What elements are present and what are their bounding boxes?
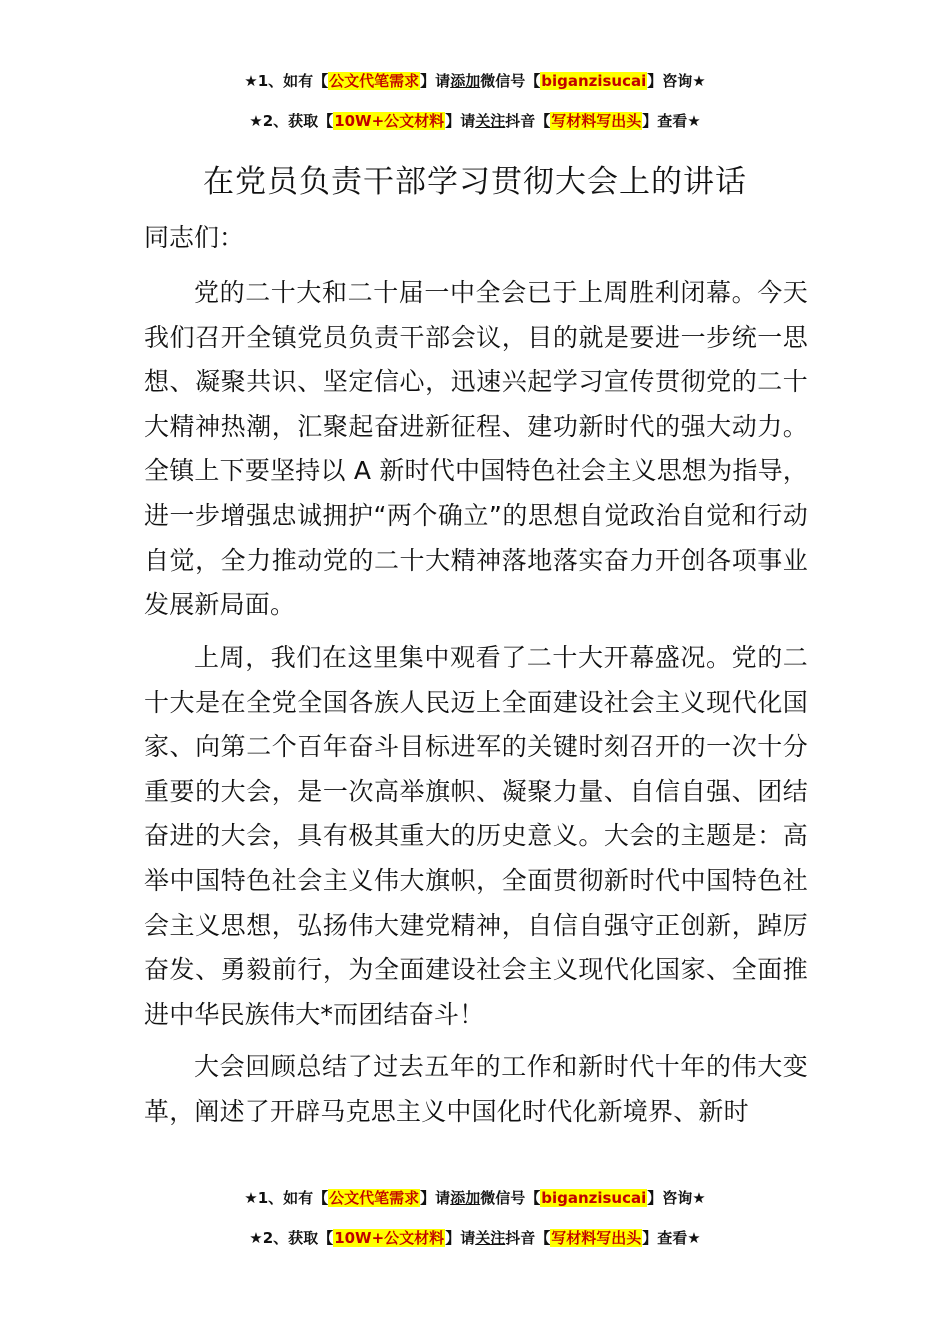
promo-suffix: 】咨询★ [647,72,706,90]
promo-underline-follow: 关注 [475,1229,506,1247]
promo-prefix: ★2、获取【 [249,112,334,130]
promo-prefix: ★1、如有【 [244,1189,329,1207]
paragraph-2: 上周，我们在这里集中观看了二十大开幕盛况。党的二十大是在全党全国各族人民迈上全面建设社会主义现代化国家、向第二个百年奋斗目标进军的关键时刻召开的一次十分重要的大会，是一次高举旗帜、凝聚力量、自信自强、团结奋进的大会，具有极其重大的历史意义。大会的主题是：高举中国特色社会主义伟大旗帜，全面贯彻新时代中国特色社会主义思想，弘扬伟大建党精神，自信自强守正创新，踔厉奋发、勇毅前行，为全面建设社会主义现代化国家、全面推进中华民族伟大*而团结奋斗！ [144,643,808,1029]
promo-underline-follow: 关注 [475,112,506,130]
top-promo-line-2 [0,110,950,132]
document-title: 在党员负责干部学习贯彻大会上的讲话 [203,164,747,200]
promo-text: 微信号【 [480,1189,541,1207]
promo-highlight-wechat-id: biganzisucai [541,72,647,90]
promo-highlight-douyin: 写材料写出头 [551,1229,642,1247]
promo-suffix: 】查看★ [642,112,701,130]
promo-highlight-service: 公文代笔需求 [329,72,420,90]
promo-highlight-douyin: 写材料写出头 [551,112,642,130]
promo-text: 抖音【 [505,112,551,130]
promo-text: 】请 [420,72,451,90]
promo-suffix: 】咨询★ [647,1189,706,1207]
promo-suffix: 】查看★ [642,1229,701,1247]
bottom-promo-line-2 [0,1227,950,1249]
promo-highlight-materials: 10W+公文材料 [334,112,445,130]
promo-prefix: ★1、如有【 [244,72,329,90]
promo-prefix: ★2、获取【 [249,1229,334,1247]
promo-underline-add: 添加 [450,1189,481,1207]
top-promo-line-1 [0,70,950,92]
promo-highlight-service: 公文代笔需求 [329,1189,420,1207]
promo-underline-add: 添加 [450,72,481,90]
document-greeting: 同志们： [144,223,245,252]
paragraph-3: 大会回顾总结了过去五年的工作和新时代十年的伟大变革，阐述了开辟马克思主义中国化时代化新境界、新时 [144,1052,808,1126]
promo-text: 】请 [445,112,476,130]
promo-highlight-wechat-id: biganzisucai [541,1189,647,1207]
promo-text: 抖音【 [505,1229,551,1247]
bottom-promo-line-1 [0,1187,950,1209]
promo-text: 】请 [420,1189,451,1207]
promo-highlight-materials: 10W+公文材料 [334,1229,445,1247]
paragraph-1: 党的二十大和二十届一中全会已于上周胜利闭幕。今天我们召开全镇党员负责干部会议，目的就是要进一步统一思想、凝聚共识、坚定信心，迅速兴起学习宣传贯彻党的二十大精神热潮，汇聚起奋进新征程、建功新时代的强大动力。全镇上下要坚持以 A 新时代中国特色社会主义思想为指导，进一步增强忠诚拥护“两个确立”的思想自觉政治自觉和行动自觉，全力推动党的二十大精神落地落实奋力开创各项事业发展新局面。 [144,278,808,620]
promo-text: 微信号【 [480,72,541,90]
promo-text: 】请 [445,1229,476,1247]
